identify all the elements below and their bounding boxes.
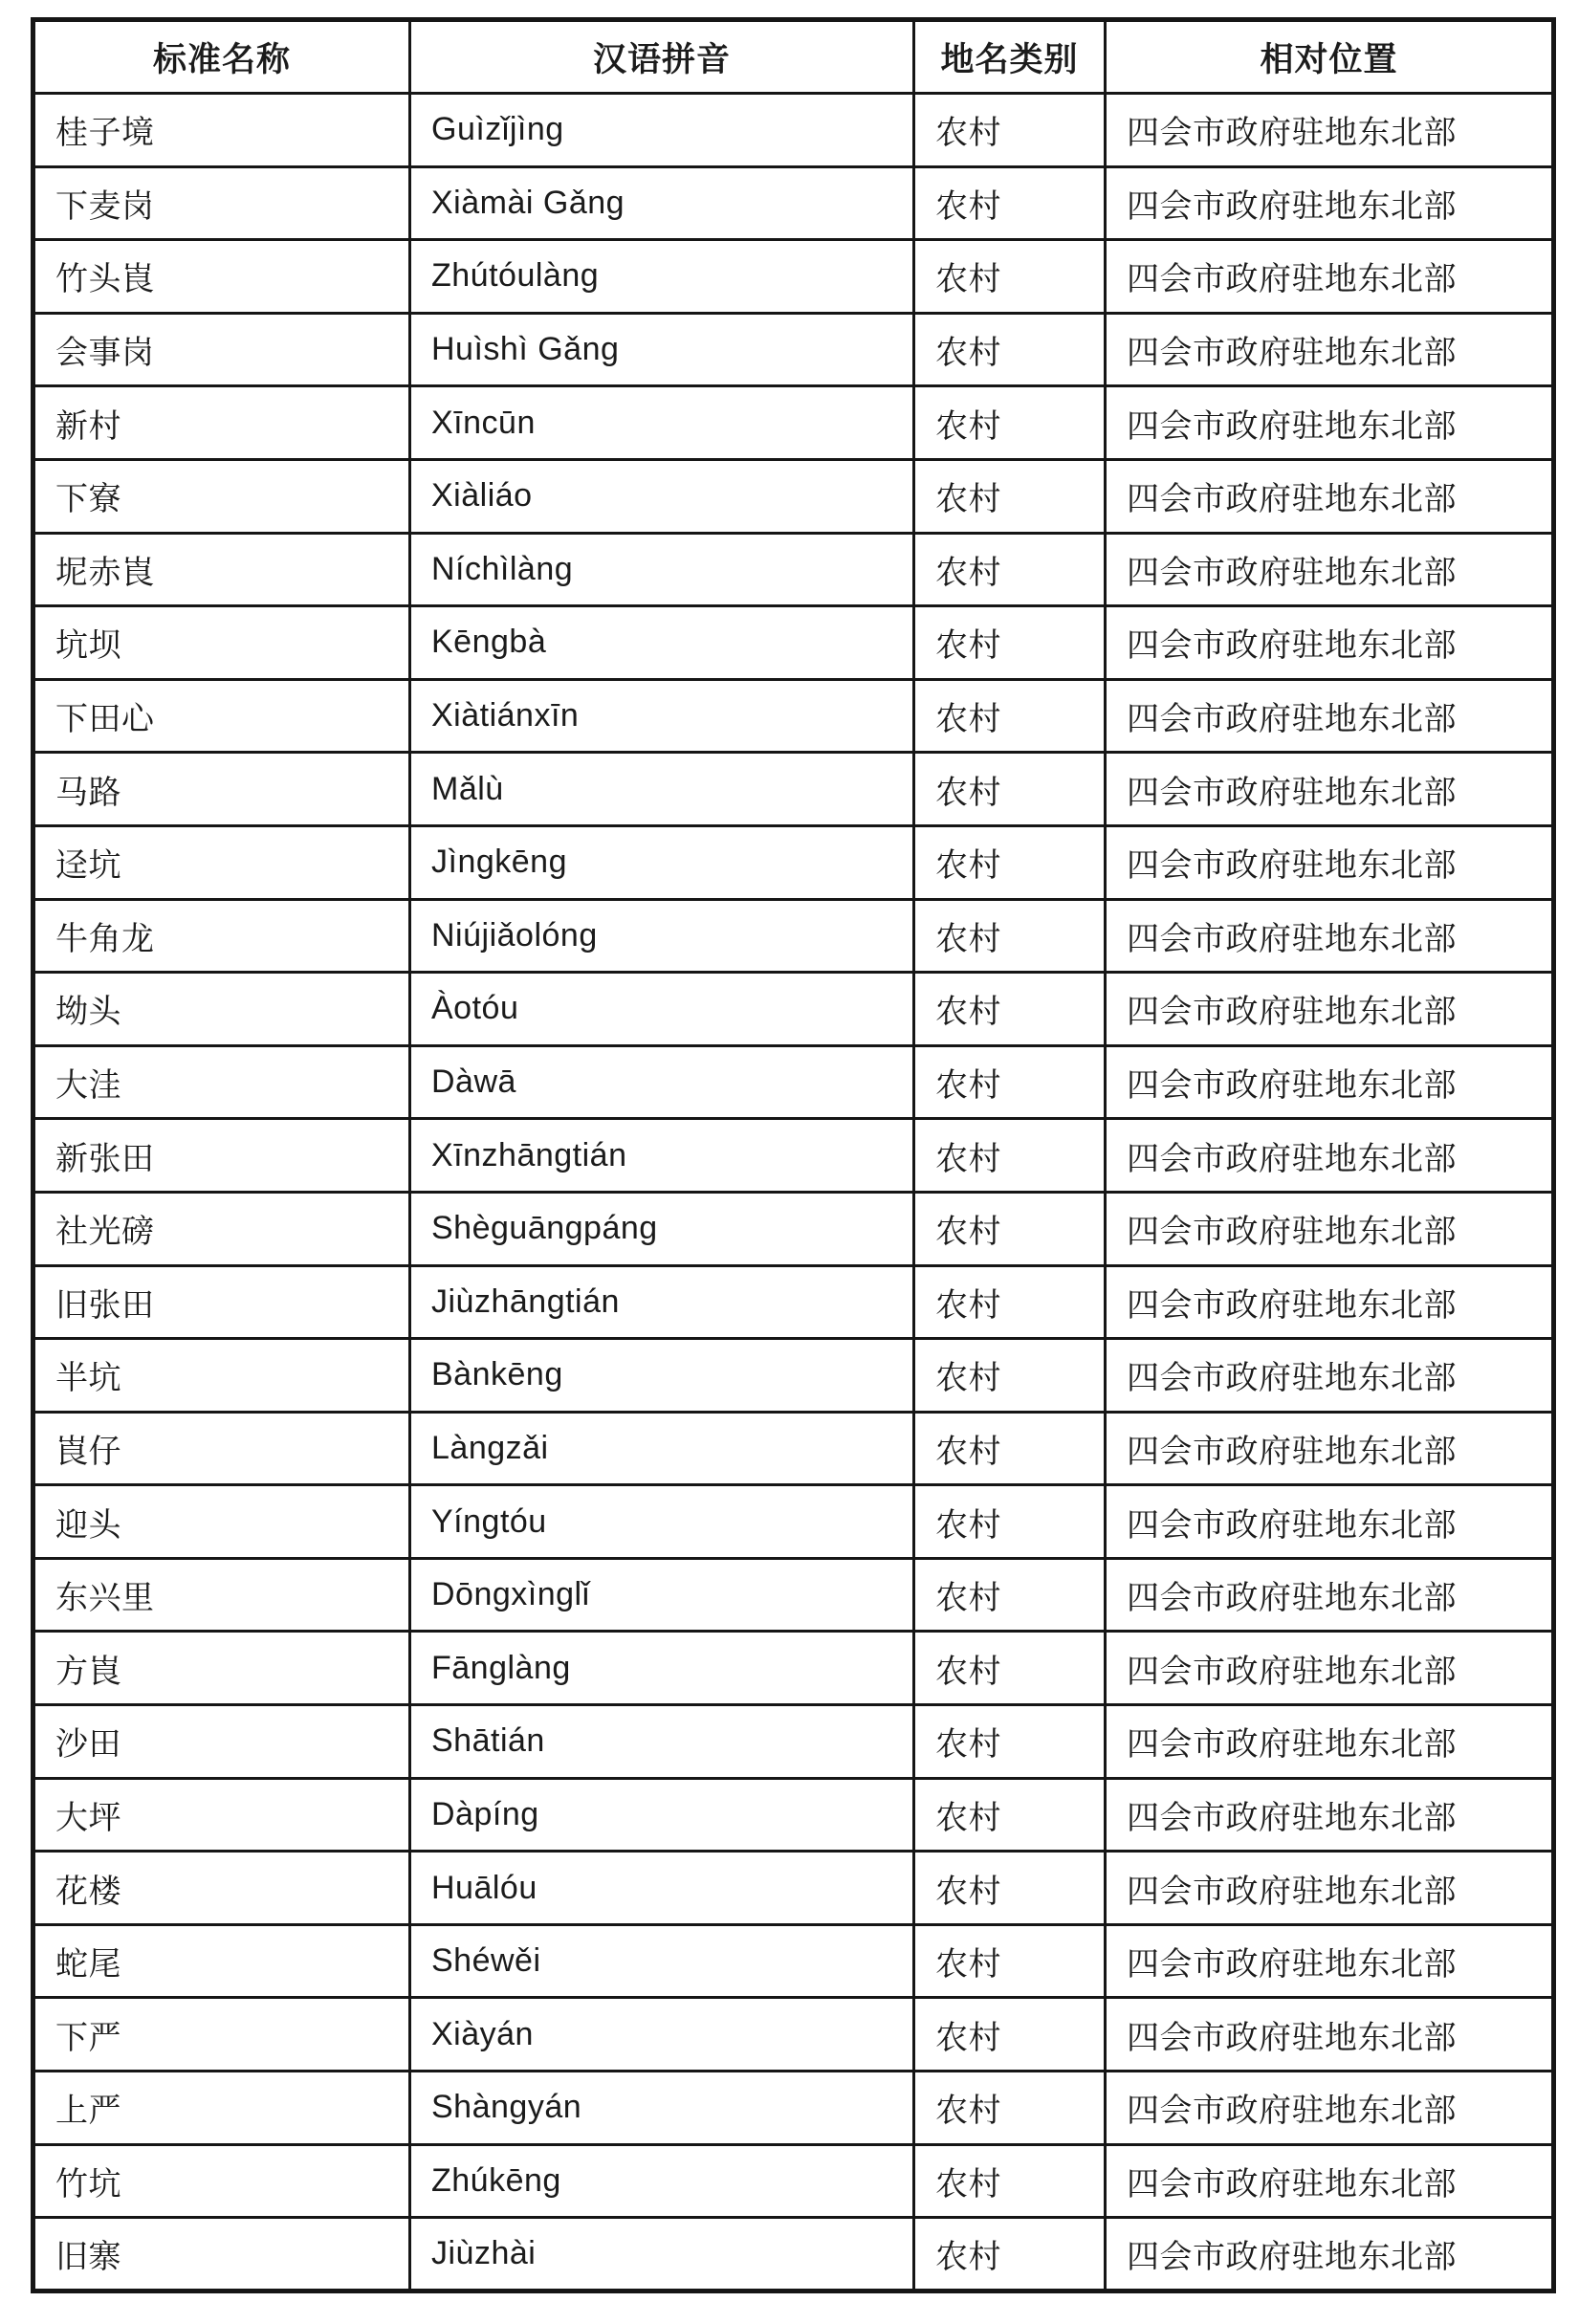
pinyin-cell: Xīnzhāngtián bbox=[410, 1119, 914, 1193]
table-row bbox=[33, 1924, 1554, 1998]
name-cell: 方崀 bbox=[33, 1632, 410, 1705]
category-cell: 农村 bbox=[914, 240, 1106, 314]
category-cell: 农村 bbox=[914, 606, 1106, 680]
category-cell: 农村 bbox=[914, 2144, 1106, 2218]
pinyin-cell: Kēngbà bbox=[410, 606, 914, 680]
category-cell: 农村 bbox=[914, 899, 1106, 973]
pinyin-cell: Dàpíng bbox=[410, 1778, 914, 1852]
column-header-position: 相对位置 bbox=[1106, 20, 1554, 94]
table-row bbox=[33, 1339, 1554, 1413]
pinyin-cell: Xīncūn bbox=[410, 386, 914, 460]
pinyin-cell: Huālóu bbox=[410, 1852, 914, 1925]
position-cell: 四会市政府驻地东北部 bbox=[1106, 1924, 1554, 1998]
position-cell: 四会市政府驻地东北部 bbox=[1106, 1558, 1554, 1632]
table-row bbox=[33, 1558, 1554, 1632]
table-row bbox=[33, 825, 1554, 899]
pinyin-cell: Niújiǎolóng bbox=[410, 899, 914, 973]
pinyin-cell: Zhúkēng bbox=[410, 2144, 914, 2218]
name-cell: 上严 bbox=[33, 2072, 410, 2145]
name-cell: 竹坑 bbox=[33, 2144, 410, 2218]
name-cell: 崀仔 bbox=[33, 1412, 410, 1485]
table-row bbox=[33, 899, 1554, 973]
category-cell: 农村 bbox=[914, 1485, 1106, 1559]
position-cell: 四会市政府驻地东北部 bbox=[1106, 899, 1554, 973]
pinyin-cell: Shèguāngpáng bbox=[410, 1192, 914, 1265]
name-cell: 花楼 bbox=[33, 1852, 410, 1925]
category-cell: 农村 bbox=[914, 166, 1106, 240]
table-row bbox=[33, 1778, 1554, 1852]
name-cell: 沙田 bbox=[33, 1705, 410, 1779]
pinyin-cell: Xiàliáo bbox=[410, 459, 914, 533]
category-cell: 农村 bbox=[914, 1924, 1106, 1998]
table-row bbox=[33, 1119, 1554, 1193]
category-cell: 农村 bbox=[914, 1558, 1106, 1632]
table-row bbox=[33, 166, 1554, 240]
name-cell: 大坪 bbox=[33, 1778, 410, 1852]
position-cell: 四会市政府驻地东北部 bbox=[1106, 1632, 1554, 1705]
category-cell: 农村 bbox=[914, 386, 1106, 460]
pinyin-cell: Xiàyán bbox=[410, 1998, 914, 2072]
pinyin-cell: Yíngtóu bbox=[410, 1485, 914, 1559]
category-cell: 农村 bbox=[914, 533, 1106, 606]
pinyin-cell: Shàngyán bbox=[410, 2072, 914, 2145]
pinyin-cell: Jiùzhài bbox=[410, 2218, 914, 2291]
pinyin-cell: Mǎlù bbox=[410, 753, 914, 826]
table-row bbox=[33, 386, 1554, 460]
name-cell: 大洼 bbox=[33, 1045, 410, 1119]
position-cell: 四会市政府驻地东北部 bbox=[1106, 386, 1554, 460]
pinyin-cell: Shātián bbox=[410, 1705, 914, 1779]
table-row bbox=[33, 1632, 1554, 1705]
category-cell: 农村 bbox=[914, 679, 1106, 753]
name-cell: 会事岗 bbox=[33, 313, 410, 386]
pinyin-cell: Dàwā bbox=[410, 1045, 914, 1119]
position-cell: 四会市政府驻地东北部 bbox=[1106, 166, 1554, 240]
name-cell: 新村 bbox=[33, 386, 410, 460]
category-cell: 农村 bbox=[914, 2218, 1106, 2291]
name-cell: 坑坝 bbox=[33, 606, 410, 680]
table-row bbox=[33, 1998, 1554, 2072]
position-cell: 四会市政府驻地东北部 bbox=[1106, 240, 1554, 314]
table-row bbox=[33, 533, 1554, 606]
table-row bbox=[33, 973, 1554, 1046]
table-row bbox=[33, 1265, 1554, 1339]
name-cell: 东兴里 bbox=[33, 1558, 410, 1632]
position-cell: 四会市政府驻地东北部 bbox=[1106, 313, 1554, 386]
category-cell: 农村 bbox=[914, 973, 1106, 1046]
name-cell: 蛇尾 bbox=[33, 1924, 410, 1998]
table-row bbox=[33, 1705, 1554, 1779]
position-cell: 四会市政府驻地东北部 bbox=[1106, 2218, 1554, 2291]
position-cell: 四会市政府驻地东北部 bbox=[1106, 825, 1554, 899]
name-cell: 迳坑 bbox=[33, 825, 410, 899]
table-row bbox=[33, 94, 1554, 167]
pinyin-cell: Níchìlàng bbox=[410, 533, 914, 606]
name-cell: 下寮 bbox=[33, 459, 410, 533]
name-cell: 下麦岗 bbox=[33, 166, 410, 240]
category-cell: 农村 bbox=[914, 1998, 1106, 2072]
name-cell: 迎头 bbox=[33, 1485, 410, 1559]
category-cell: 农村 bbox=[914, 825, 1106, 899]
position-cell: 四会市政府驻地东北部 bbox=[1106, 1998, 1554, 2072]
position-cell: 四会市政府驻地东北部 bbox=[1106, 1119, 1554, 1193]
name-cell: 竹头崀 bbox=[33, 240, 410, 314]
table-row bbox=[33, 313, 1554, 386]
table-row bbox=[33, 2144, 1554, 2218]
position-cell: 四会市政府驻地东北部 bbox=[1106, 1778, 1554, 1852]
position-cell: 四会市政府驻地东北部 bbox=[1106, 1705, 1554, 1779]
category-cell: 农村 bbox=[914, 1632, 1106, 1705]
position-cell: 四会市政府驻地东北部 bbox=[1106, 1852, 1554, 1925]
position-cell: 四会市政府驻地东北部 bbox=[1106, 1045, 1554, 1119]
name-cell: 桂子境 bbox=[33, 94, 410, 167]
table-row bbox=[33, 753, 1554, 826]
table-header bbox=[33, 20, 1554, 94]
pinyin-cell: Shéwěi bbox=[410, 1924, 914, 1998]
table-body bbox=[33, 94, 1554, 2291]
name-cell: 马路 bbox=[33, 753, 410, 826]
position-cell: 四会市政府驻地东北部 bbox=[1106, 753, 1554, 826]
name-cell: 牛角龙 bbox=[33, 899, 410, 973]
column-header-standard-name: 标准名称 bbox=[33, 20, 410, 94]
name-cell: 旧张田 bbox=[33, 1265, 410, 1339]
category-cell: 农村 bbox=[914, 1119, 1106, 1193]
table-row bbox=[33, 2072, 1554, 2145]
name-cell: 新张田 bbox=[33, 1119, 410, 1193]
position-cell: 四会市政府驻地东北部 bbox=[1106, 1485, 1554, 1559]
pinyin-cell: Dōngxìnglǐ bbox=[410, 1558, 914, 1632]
position-cell: 四会市政府驻地东北部 bbox=[1106, 2072, 1554, 2145]
category-cell: 农村 bbox=[914, 94, 1106, 167]
category-cell: 农村 bbox=[914, 1339, 1106, 1413]
table-row bbox=[33, 679, 1554, 753]
name-cell: 下严 bbox=[33, 1998, 410, 2072]
pinyin-cell: Àotóu bbox=[410, 973, 914, 1046]
name-cell: 坳头 bbox=[33, 973, 410, 1046]
category-cell: 农村 bbox=[914, 753, 1106, 826]
category-cell: 农村 bbox=[914, 1852, 1106, 1925]
position-cell: 四会市政府驻地东北部 bbox=[1106, 1412, 1554, 1485]
table-row bbox=[33, 2218, 1554, 2291]
position-cell: 四会市政府驻地东北部 bbox=[1106, 533, 1554, 606]
position-cell: 四会市政府驻地东北部 bbox=[1106, 973, 1554, 1046]
name-cell: 坭赤崀 bbox=[33, 533, 410, 606]
name-cell: 半坑 bbox=[33, 1339, 410, 1413]
category-cell: 农村 bbox=[914, 1705, 1106, 1779]
position-cell: 四会市政府驻地东北部 bbox=[1106, 2144, 1554, 2218]
pinyin-cell: Guìzǐjìng bbox=[410, 94, 914, 167]
table-row bbox=[33, 1485, 1554, 1559]
pinyin-cell: Jìngkēng bbox=[410, 825, 914, 899]
position-cell: 四会市政府驻地东北部 bbox=[1106, 1339, 1554, 1413]
category-cell: 农村 bbox=[914, 1045, 1106, 1119]
category-cell: 农村 bbox=[914, 1265, 1106, 1339]
table-row bbox=[33, 606, 1554, 680]
name-cell: 下田心 bbox=[33, 679, 410, 753]
position-cell: 四会市政府驻地东北部 bbox=[1106, 679, 1554, 753]
pinyin-cell: Fānglàng bbox=[410, 1632, 914, 1705]
pinyin-cell: Huìshì Gǎng bbox=[410, 313, 914, 386]
pinyin-cell: Xiàmài Gǎng bbox=[410, 166, 914, 240]
pinyin-cell: Bànkēng bbox=[410, 1339, 914, 1413]
pinyin-cell: Jiùzhāngtián bbox=[410, 1265, 914, 1339]
name-cell: 社光磅 bbox=[33, 1192, 410, 1265]
position-cell: 四会市政府驻地东北部 bbox=[1106, 1265, 1554, 1339]
table-row bbox=[33, 1045, 1554, 1119]
pinyin-cell: Xiàtiánxīn bbox=[410, 679, 914, 753]
pinyin-cell: Zhútóulàng bbox=[410, 240, 914, 314]
position-cell: 四会市政府驻地东北部 bbox=[1106, 1192, 1554, 1265]
placenames-table bbox=[31, 17, 1556, 2293]
table-row bbox=[33, 459, 1554, 533]
position-cell: 四会市政府驻地东北部 bbox=[1106, 606, 1554, 680]
header-row bbox=[33, 20, 1554, 94]
category-cell: 农村 bbox=[914, 1412, 1106, 1485]
column-header-pinyin: 汉语拼音 bbox=[410, 20, 914, 94]
table-row bbox=[33, 1192, 1554, 1265]
category-cell: 农村 bbox=[914, 313, 1106, 386]
name-cell: 旧寨 bbox=[33, 2218, 410, 2291]
table-row bbox=[33, 1412, 1554, 1485]
table-row bbox=[33, 1852, 1554, 1925]
position-cell: 四会市政府驻地东北部 bbox=[1106, 94, 1554, 167]
table-row bbox=[33, 240, 1554, 314]
category-cell: 农村 bbox=[914, 1192, 1106, 1265]
category-cell: 农村 bbox=[914, 2072, 1106, 2145]
category-cell: 农村 bbox=[914, 459, 1106, 533]
category-cell: 农村 bbox=[914, 1778, 1106, 1852]
position-cell: 四会市政府驻地东北部 bbox=[1106, 459, 1554, 533]
pinyin-cell: Làngzǎi bbox=[410, 1412, 914, 1485]
column-header-category: 地名类别 bbox=[914, 20, 1106, 94]
